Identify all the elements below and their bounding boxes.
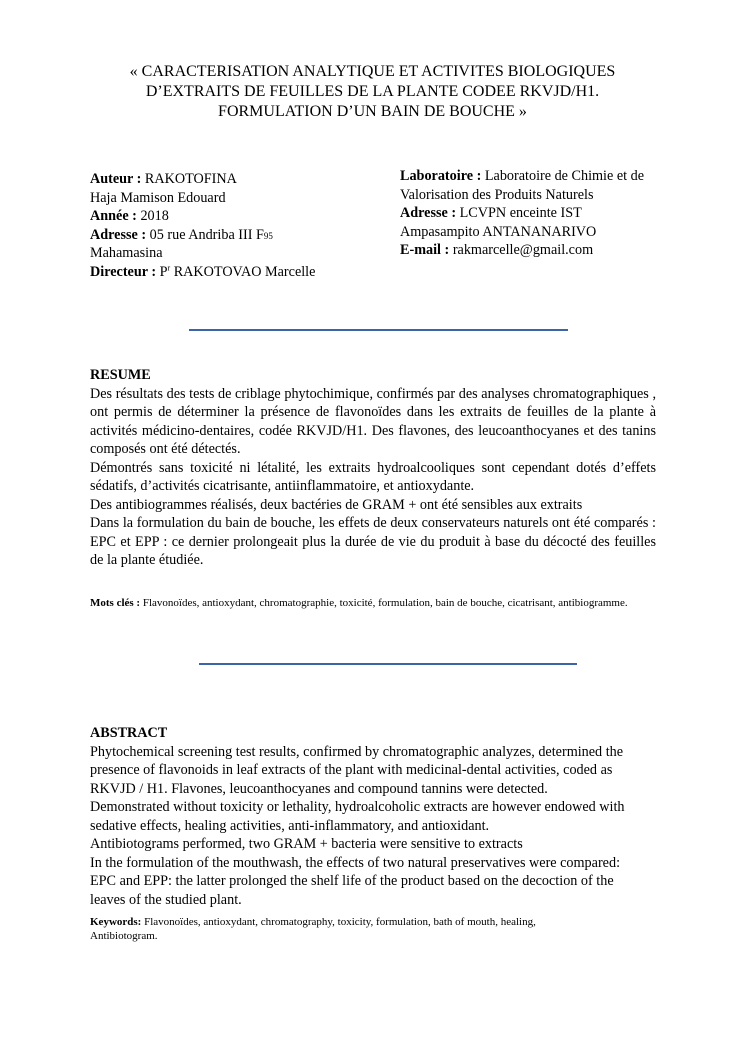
abstract-line-7: In the formulation of the mouthwash, the effects of two natural preservatives were compared: <box>90 854 621 871</box>
title-line-1: « CARACTERISATION ANALYTIQUE ET ACTIVITES BIOLOGIQUES <box>129 63 616 80</box>
abstract-line-5: sedative effects, healing activities, anti-inflammatory, and antioxidant. <box>90 817 490 834</box>
lab-line <box>400 167 675 186</box>
resume-paragraph-2: Démontrés sans toxicité ni létalité, les extraits hydroalcooliques sont cependant dotés d’effets sédatifs, d’activités cicatrisante, antiinflammatoire, et antioxydante. <box>90 459 656 494</box>
director-line <box>90 263 370 282</box>
keywords-en <box>90 916 656 943</box>
director-label: Directeur : <box>90 263 157 280</box>
abstract-line-4: Demonstrated without toxicity or lethality, hydroalcoholic extracts are however endowed with <box>90 799 625 815</box>
abstract-heading: ABSTRACT <box>90 725 168 741</box>
author-name-2: Haja Mamison Edouard <box>90 189 226 206</box>
lab-address-label: Adresse : <box>400 205 457 221</box>
abstract-line-6: Antibiotograms performed, two GRAM + bacteria were sensitive to extracts <box>90 836 523 852</box>
keywords-fr-text: Flavonoïdes, antioxydant, chromatographie, toxicité, formulation, bain de bouche, cicatrisant, antibiogramme. <box>140 597 628 609</box>
email-label: E-mail : <box>400 242 450 258</box>
director-prefix: P <box>156 263 168 280</box>
address-label: Adresse : <box>90 226 147 243</box>
title-line-2: D’EXTRAITS DE FEUILLES DE LA PLANTE CODEE RKVJD/H1. <box>145 83 600 100</box>
lab-block <box>400 167 675 260</box>
email-line <box>400 241 675 260</box>
lab-value-2: Valorisation des Produits Naturels <box>400 186 594 203</box>
author-name-1: RAKOTOFINA <box>141 171 237 187</box>
address-subscript: 95 <box>263 230 273 241</box>
keywords-en-label: Keywords: <box>90 916 142 928</box>
year-label: Année : <box>90 208 137 224</box>
abstract-line-3: RKVJD / H1. Flavones, leucoanthocyanes and compound tannins were detected. <box>90 780 548 797</box>
abstract-line-8: EPC and EPP: the latter prolonged the shelf life of the product based on the decoction of the <box>90 873 614 889</box>
lab-address-1: LCVPN enceinte IST <box>456 205 582 221</box>
year-line <box>90 207 370 226</box>
resume-section <box>90 366 656 570</box>
abstract-line-9: leaves of the studied plant. <box>90 891 242 908</box>
document-title <box>70 62 675 122</box>
author-label: Auteur : <box>90 171 142 187</box>
resume-paragraph-3: Des antibiogrammes réalisés, deux bactéries de GRAM + ont été sensibles aux extraits <box>90 496 583 513</box>
abstract-section <box>90 724 656 909</box>
year-value: 2018 <box>136 208 169 224</box>
separator-line-2 <box>199 663 577 665</box>
keywords-en-text-1: Flavonoïdes, antioxydant, chromatography, toxicity, formulation, bath of mouth, healing, <box>141 916 536 928</box>
author-line <box>90 170 370 189</box>
lab-address-2: Ampasampito ANTANANARIVO <box>400 223 597 240</box>
director-name: RAKOTOVAO Marcelle <box>170 263 316 280</box>
resume-heading: RESUME <box>90 367 151 383</box>
lab-value-1: Laboratoire de Chimie et de <box>481 168 645 184</box>
lab-address-line <box>400 204 675 223</box>
address-value-2: Mahamasina <box>90 245 163 261</box>
keywords-fr <box>90 597 656 611</box>
keywords-fr-label: Mots clés : <box>90 597 141 609</box>
resume-paragraph-4: Dans la formulation du bain de bouche, les effets de deux conservateurs naturels ont été comparés : EPC et EPP : ce dernier prolongeait plus la durée de vie du produit à base du décocté des feuilles de la plante étudiée. <box>90 515 656 568</box>
abstract-line-1: Phytochemical screening test results, confirmed by chromatographic analyzes, determined the <box>90 743 624 760</box>
director-superscript: r <box>167 262 171 272</box>
email-value[interactable]: rakmarcelle@gmail.com <box>449 242 594 258</box>
separator-line-1 <box>189 329 568 331</box>
address-line <box>90 226 370 245</box>
resume-paragraph-1: Des résultats des tests de criblage phytochimique, confirmés par des analyses chromatographiques , ont permis de déterminer la présence de flavonoïdes dans les extraits de feuilles de la plante à activités médicino-dentaires, codée RKVJD/H1. Des flavones, des leucoanthocyanes et des tanins composés ont été détectés. <box>90 385 656 457</box>
abstract-line-2: presence of flavonoids in leaf extracts of the plant with medicinal-dental activities, coded as <box>90 762 613 778</box>
lab-label: Laboratoire : <box>400 168 482 184</box>
address-value-1: 05 rue Andriba III F <box>146 226 264 243</box>
author-block <box>90 170 370 281</box>
keywords-en-text-2: Antibiotogram. <box>90 929 158 942</box>
title-line-3: FORMULATION D’UN BAIN DE BOUCHE » <box>218 103 527 120</box>
keywords-en-line-1 <box>90 916 656 930</box>
